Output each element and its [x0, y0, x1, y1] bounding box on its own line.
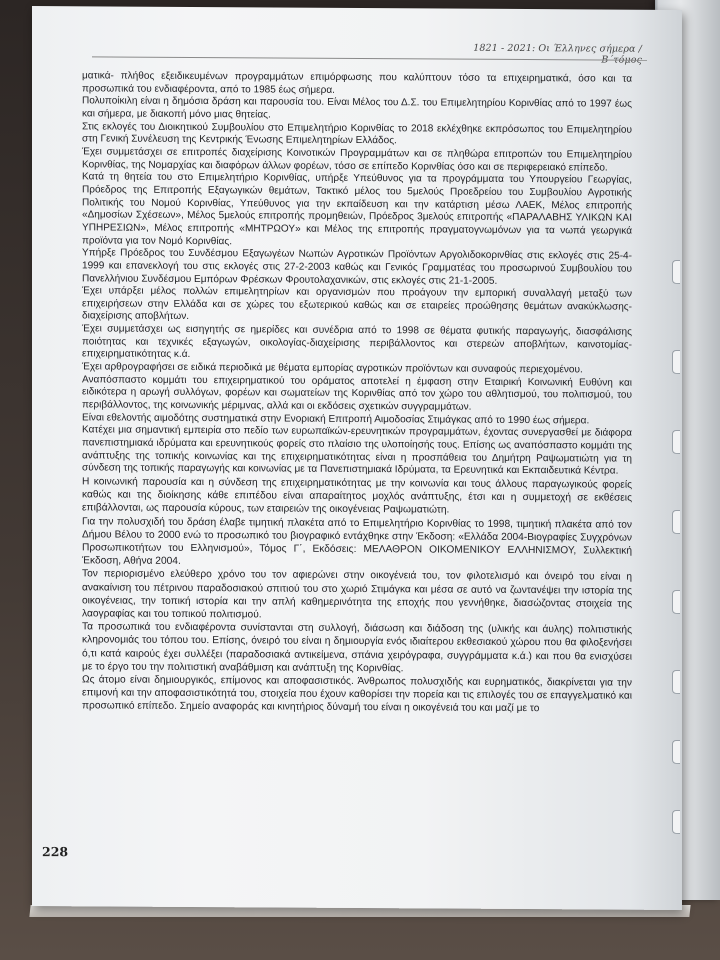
paragraph: Ως άτομο είναι δημιουργικός, επίμονος και αποφασιστικός. Άνθρωπος πολυσχιδής και ευρηματικός, διακρίνεται για την επιμονή και την αποφασιστικότητά του, στοιχεία που έχουν καθορίσει την πορεία και τις επιλογές του σε επαγγελματικό και προσωπικό επίπεδο. Σημείο αναφοράς και κινητήριος δύναμή του είναι η οικογένειά του και μαζί με το — [82, 674, 632, 715]
paragraph: Για την πολυσχιδή του δράση έλαβε τιμητική πλακέτα από το Επιμελητήριο Κορινθίας το 1998, τιμητική πλακέτα από τον Δήμου Βέλου το 2000 ενώ το προσωπικό του βιογραφικό εντάχθηκε στην Έκδοση: «Ελλάδα 2004-Βιογραφίες Συγχρόνων Προσωπικοτήτων του Ελληνισμού», Τόμος Γ΄, Εκδόσεις: ΜΕΛΑΘΡΟΝ ΟΙΚΟΜΕΝΙΚΟΥ ΕΛΛΗΝΙΣΜΟΥ, Συλλεκτική Έκδοση, Αθήνα 2004. — [82, 515, 632, 568]
binder-tab — [672, 260, 680, 284]
binder-tab — [672, 430, 680, 454]
paragraph: Τα προσωπικά του ενδιαφέροντα συνίστανται στη συλλογή, διάσωση και διάδοση της (υλικής και άυλης) πολιτιστικής κληρονομιάς του τόπου του. Επίσης, όνειρό του είναι η δημιουργία ενός ιδιαίτερου εκθεσιακού χώρου που θα φιλοξενήσει ό,τι κατά καιρούς έχει συλλέξει (παραδοσιακά αντικείμενα, σπάνια χειρόγραφα, συγγράμματα κ.ά.) και που θα ενισχύσει με το έργο του την πολιτιστική αναβάθμιση και ανάπτυξη της Κορινθίας. — [82, 621, 632, 675]
book-page — [32, 6, 682, 910]
running-head: 1821 - 2021: Οι Έλληνες σήμερα / — [473, 42, 642, 55]
binder-tab — [672, 590, 680, 614]
binder-tab — [672, 510, 680, 534]
paragraph: Η κοινωνική παρουσία και η σύνδεση της επιχειρηματικότητας με την κοινωνία και τους άλλους παραγωγικούς φορείς καθώς και της διοίκησης κάθε επιπέδου είναι απαραίτητος μοχλός ανάπτυξης, έτσι και η συμμετοχή σε εκθέσεις επιβάλλονται, ως παρουσία κύρους, των εταιρειών της οικογένειας Ραψωματιώτη. — [82, 476, 632, 516]
paragraph: Πολυποίκιλη είναι η δημόσια δράση και παρουσία του. Είναι Μέλος του Δ.Σ. του Επιμελητηρίου Κορινθίας από το 1997 έως και σήμερα, με διακοπή μόνο μιας θητείας. — [82, 95, 632, 121]
paragraph: Έχει υπάρξει μέλος πολλών επιμελητηρίων και οργανισμών που προάγουν την εμπορική συναλλαγή μεταξύ των επιχειρήσεων στην Ελλάδα και σε χώρες του εξωτερικού καθώς και σε εταιρείες προώθησης θεμάτων ανακύκλωσης-διαχείρισης αποβλήτων. — [82, 285, 632, 323]
paragraph: Κατέχει μια σημαντική εμπειρία στο πεδίο των ευρωπαϊκών-ερευνητικών προγραμμάτων, έχοντας συνεργασθεί με διάφορα πανεπιστημιακά ιδρύματα και ερευνητικούς φορείς στο πλαίσιο της υλοποίησής τους. Επίσης ως αναπόσπαστο κομμάτι της ανάπτυξης της τοπικής κοινωνίας και της επιχειρηματικότητας είναι η προσπάθεια του Δημήτρη Ραψωματιώτη για τη σύνδεση της τοπικής παραγωγής και κοινωνίας με τα Πανεπιστημιακά Ιδρύματα, τα Ερευνητικά και Εκπαιδευτικά Κέντρα. — [82, 424, 632, 477]
binder-tab — [672, 740, 680, 764]
page-number: 228 — [42, 844, 69, 860]
paragraph: ματικά- πλήθος εξειδικευμένων προγραμμάτων επιμόρφωσης που καλύπτουν τόσο τα επιχειρηματικά, όσο και τα προσωπικά του ενδιαφέροντα, από το 1985 έως σήμερα. — [82, 70, 632, 96]
paragraph: Στις εκλογές του Διοικητικού Συμβουλίου στο Επιμελητήριο Κορινθίας το 2018 εκλέχθηκε εκπρόσωπος του Επιμελητηρίου στη Γενική Συνέλευση της Κεντρικής Ένωσης Επιμελητηρίων Ελλάδος. — [82, 120, 632, 147]
binder-tab — [672, 810, 680, 834]
paragraph: Είναι εθελοντής αιμοδότης συστηματικά στην Ενοριακή Επιτροπή Αιμοδοσίας Στιμάγκας από το 1990 έως σήμερα. — [82, 412, 590, 427]
paragraph: Υπήρξε Πρόεδρος του Συνδέσμου Εξαγωγέων Νωπών Αγροτικών Προϊόντων Αργολιδοκορινθίας στις εκλογές στις 25-4-1999 και επανεκλογή του στις εκλογές στις 27-2-2003 καθώς και Γενικός Γραμματέας του προσωρινού Συμβουλίου του Πανελλήνιου Συνδέσμου Εμπόρων Φρέσκων Φρουτολαχανικών, στις εκλογές στις 21-1-2005. — [82, 247, 632, 287]
binder-tabs — [670, 260, 680, 860]
paragraph: Αναπόσπαστο κομμάτι του επιχειρηματικού του οράματος αποτελεί η έμφαση στην Εταιρική Κοινωνική Ευθύνη και ειδικότερα η αρωγή συλλόγων, φορέων και σωματείων της Κορινθίας από τον χώρο του αθλητισμού, του πολιτισμού, του περιβάλλοντος, της κοινωνικής μέριμνας, αλλά και οι εκδόσεις σχετικών συγγραμμάτων. — [82, 374, 632, 413]
paragraph: Έχει αρθρογραφήσει σε ειδικά περιοδικά με θέματα εμπορίας αγροτικών προϊόντων και συναφούς περιεχομένου. — [82, 361, 583, 376]
paragraph: Έχει συμμετάσχει ως εισηγητής σε ημερίδες και συνέδρια από το 1998 σε θέματα φυτικής παραγωγής, διασφάλισης ποιότητας και τεχνικές εξαγωγών, οικολογίας-διαχείρισης περιβάλλοντος και στερεών αποβλήτων, καινοτομίας-επιχειρηματικότητας κ.ά. — [82, 323, 632, 361]
paragraph: Έχει συμμετάσχει σε επιτροπές διαχείρισης Κοινοτικών Προγραμμάτων και σε πληθώρα επιτροπών του Επιμελητηρίου Κορινθίας, της Νομαρχίας και διαφόρων άλλων φορέων, τόσο σε επίπεδο Κορινθίας όσο και σε περιφερειακό επίπεδο. — [82, 146, 632, 174]
binder-tab — [672, 350, 680, 374]
paragraph: Κατά τη θητεία του στο Επιμελητήριο Κορινθίας, υπήρξε Υπεύθυνος για τα προγράμματα του Υπουργείου Γεωργίας, Πρόεδρος της Επιτροπής Εξαγωγικών θεμάτων, Τακτικό μέλος του 5μελούς Προεδρείου του Συμβουλίου Αγροτικής Πολιτικής του Νομού Κορινθίας, Υπεύθυνος για την εκπαίδευση και την κατάρτιση μέσω ΛΑΕΚ, Μέλος επιτροπής «Δημοσίων Σχέσεων», Μέλος 5μελούς επιτροπής προμηθειών, Πρόεδρος 3μελούς επιτροπής «ΠΑΡΑΛΑΒΗΣ ΥΛΙΚΩΝ ΚΑΙ ΥΠΗΡΕΣΙΩΝ», Μέλος επιτροπής «ΜΗΤΡΩΟΥ» και Μέλος της επιτροπής πραγματογνωμόνων για τα νωπά γεωργικά προϊόντα για τον Νομό Κορινθίας. — [82, 171, 632, 247]
body-text — [82, 70, 632, 716]
paragraph: Τον περιορισμένο ελεύθερο χρόνο του τον αφιερώνει στην οικογένειά του, τον φιλοτελισμό και όνειρό του είναι η ανακαίνιση του πέτρινου παραδοσιακού σπιτιού του στο χωριό Στιμάγκα και μέσα σε αυτό να ζωντανέψει την ιστορία της οικογένειας, την τοπική ιστορία και την απλή καθημερινότητα της εποχής που γεννήθηκε, διασώζοντας στοιχεία της λαογραφίας και του τοπικού πολιτισμού. — [82, 568, 632, 621]
binder-tab — [672, 670, 680, 694]
